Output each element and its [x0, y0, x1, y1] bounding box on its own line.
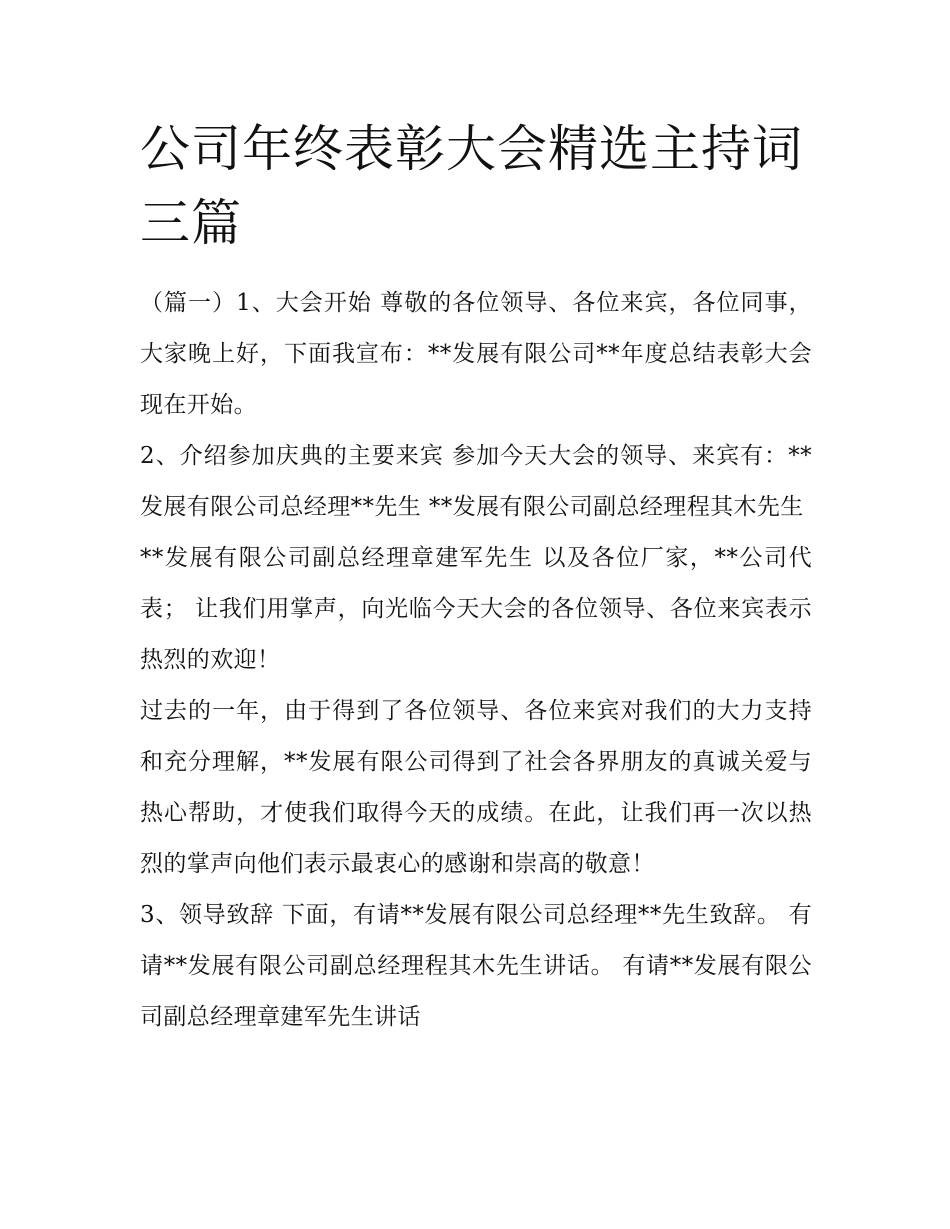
paragraph-3: **发展有限公司副总经理章建军先生 以及各位厂家，**公司代表； 让我们用掌声，向光临今天大会的各位领导、各位来宾表示热烈的欢迎！: [140, 545, 812, 673]
paragraph-2: 2、介绍参加庆典的主要来宾 参加今天大会的领导、来宾有：**发展有限公司总经理**先生 **发展有限公司副总经理程其木先生: [140, 443, 812, 520]
paragraph-1: （篇一）1、大会开始 尊敬的各位领导、各位来宾，各位同事，大家晚上好，下面我宣布：**发展有限公司**年度总结表彰大会现在开始。: [140, 290, 812, 418]
paragraph-4: 过去的一年，由于得到了各位领导、各位来宾对我们的大力支持和充分理解，**发展有限公司得到了社会各界朋友的真诚关爱与热心帮助，才使我们取得今天的成绩。在此，让我们再一次以热烈的掌声向他们表示最衷心的感谢和崇高的敬意！: [140, 698, 812, 877]
document-body: [140, 278, 812, 1043]
document-title: 公司年终表彰大会精选主持词三篇: [140, 120, 803, 252]
paragraph-5: 3、领导致辞 下面，有请**发展有限公司总经理**先生致辞。 有请**发展有限公司副总经理程其木先生讲话。 有请**发展有限公司副总经理章建军先生讲话: [140, 902, 812, 1030]
